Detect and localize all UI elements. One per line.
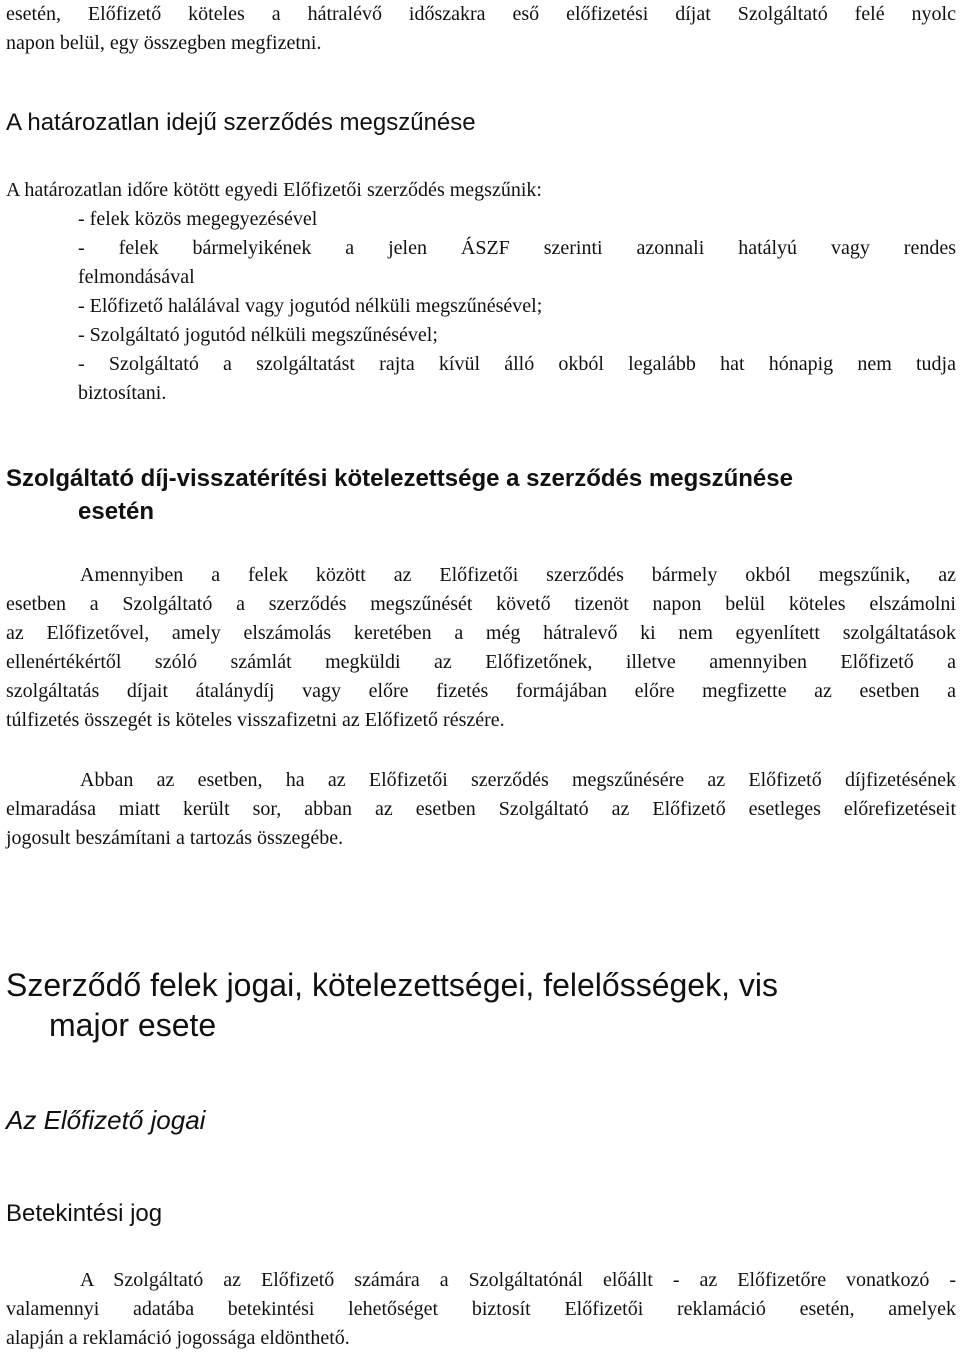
- termination-list: [78, 205, 956, 408]
- list-item: - felek bármelyikének a jelen ÁSZF szerinti azonnali hatályú vagy rendes: [78, 237, 956, 259]
- paragraph-line: szolgáltatás díjait átalánydíj vagy előre fizetés formájában előre megfizette az esetben a: [6, 680, 956, 702]
- paragraph-line: az Előfizetővel, amely elszámolás keretében a még hátralevő ki nem egyenlített szolgáltatások: [6, 622, 956, 644]
- paragraph-line: ellenértékértől szóló számlát megküldi az Előfizetőnek, illetve amennyiben Előfizető a: [6, 651, 956, 673]
- paragraph-line: valamennyi adatába betekintési lehetőséget biztosít Előfizetői reklamáció esetén, amelyek: [6, 1298, 956, 1320]
- paragraph-line: elmaradása miatt került sor, abban az esetben Szolgáltató az Előfizető esetleges előrefizetéseit: [6, 798, 956, 820]
- top-paragraph: [6, 0, 956, 58]
- refund-heading-line-2: esetén: [78, 498, 155, 525]
- refund-paragraph-1: [6, 561, 956, 735]
- list-item: biztosítani.: [78, 382, 167, 404]
- list-item: felmondásával: [78, 266, 195, 288]
- subheading-subscriber-rights: Az Előfizető jogai: [6, 1105, 206, 1135]
- list-item: - Szolgáltató jogutód nélküli megszűnésével;: [78, 324, 438, 346]
- paragraph-line: túlfizetés összegét is köteles visszafizetni az Előfizető részére.: [6, 709, 505, 731]
- paragraph-line: esetben a Szolgáltató a szerződés megszűnését követő tizenöt napon belül köteles elszámolni: [6, 593, 956, 615]
- section-heading-rights: [6, 965, 956, 1045]
- rights-heading-line-2: major esete: [49, 1007, 217, 1043]
- top-paragraph-line-2: napon belül, egy összegben megfizetni.: [6, 32, 322, 54]
- subsubheading-inspection-right: Betekintési jog: [6, 1200, 163, 1227]
- termination-intro: A határozatlan időre kötött egyedi Előfizetői szerződés megszűnik:: [6, 179, 542, 201]
- section-heading-termination: A határozatlan idejű szerződés megszűnése: [6, 109, 476, 136]
- paragraph-line: A Szolgáltató az Előfizető számára a Szolgáltatónál előállt - az Előfizetőre vonatkozó -: [80, 1269, 956, 1291]
- refund-heading-line-1: Szolgáltató díj-visszatérítési kötelezettsége a szerződés megszűnése: [6, 465, 793, 492]
- paragraph-line: Amennyiben a felek között az Előfizetői szerződés bármely okból megszűnik, az: [80, 564, 956, 586]
- section-heading-refund: [6, 462, 956, 528]
- list-item: - Szolgáltató a szolgáltatást rajta kívül álló okból legalább hat hónapig nem tudja: [78, 353, 956, 375]
- top-paragraph-line-1: esetén, Előfizető köteles a hátralévő időszakra eső előfizetési díjat Szolgáltató felé nyolc: [6, 3, 956, 25]
- inspection-paragraph: [6, 1266, 956, 1353]
- rights-heading-line-1: Szerződő felek jogai, kötelezettségei, felelősségek, vis: [6, 967, 778, 1003]
- paragraph-line: Abban az esetben, ha az Előfizetői szerződés megszűnésére az Előfizető díjfizetésének: [80, 769, 956, 791]
- list-item: - Előfizető halálával vagy jogutód nélküli megszűnésével;: [78, 295, 543, 317]
- paragraph-line: jogosult beszámítani a tartozás összegébe.: [6, 827, 344, 849]
- list-item: - felek közös megegyezésével: [78, 208, 318, 230]
- paragraph-line: alapján a reklamáció jogossága eldönthető.: [6, 1327, 350, 1349]
- refund-paragraph-2: [6, 766, 956, 853]
